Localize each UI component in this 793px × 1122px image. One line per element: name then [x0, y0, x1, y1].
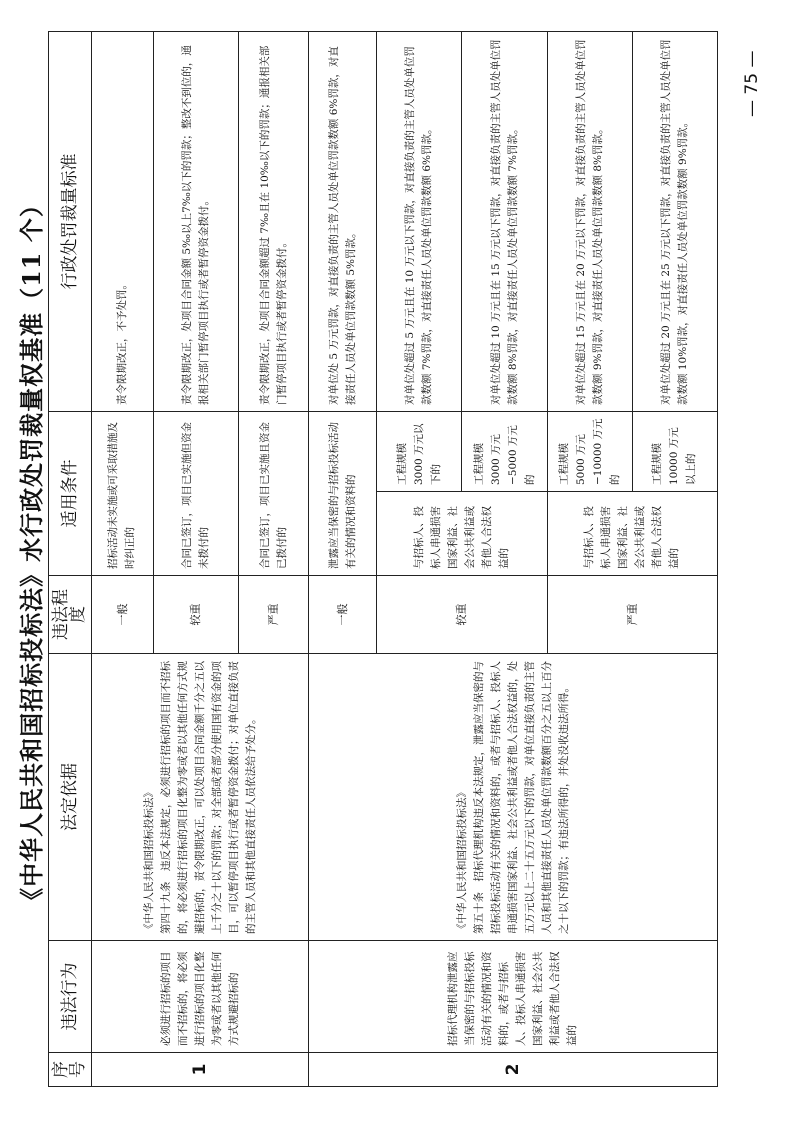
standard-cell: 对单位处 5 万元罚款，对直接负责的主管人员处单位罚款数额 6%罚款，对直接责任人员处单位罚款数额 5%罚款。	[309, 32, 377, 412]
violation-act-1: 必须进行招标的项目而不招标的，将必须进行招标的项目化整为零或者以其他任何方式规避招标的	[92, 941, 309, 1053]
table-header-row	[49, 32, 92, 1087]
standard-cell: 对单位处超过 20 万元且在 25 万元以下罚款，对直接负责的主管人员处单位罚款数额 10%罚款，对直接责任人员处单位罚款数额 9%罚款。	[632, 32, 717, 412]
collusion-condition-b: 与招标人、投标人串通损害国家利益、社会公共利益或者他人合法权益的	[377, 492, 547, 576]
page-title: 《中华人民共和国招标投标法》水行政处罚裁量权基准（11 个）	[17, 192, 46, 912]
scale-cell: 工程规模 3000 万元以下的	[377, 412, 462, 492]
violation-act-2: 招标代理机构泄露应当保密的与招标投标活动有关的情况和资料的，或者与招标人、投标人串通损害国家利益、社会公共利益或者他人合法权益的	[309, 941, 718, 1053]
standard-cell: 责令限期改正，不予处罚。	[92, 32, 154, 412]
standard-cell: 对单位处超过 10 万元且在 15 万元以下罚款，对直接负责的主管人员处单位罚款数额 8%罚款，对直接责任人员处单位罚款数额 7%罚款。	[462, 32, 547, 412]
condition-cell: 招标活动未实施或可采取措施及时纠正的	[92, 412, 154, 576]
row-seq-2: 2	[309, 1053, 718, 1087]
header-seq: 序号	[49, 1053, 92, 1087]
condition-cell: 泄露应当保密的与招标投标活动有关的情况和资料的	[309, 412, 377, 576]
standard-cell: 对单位处超过 5 万元且在 10 万元以下罚款，对直接负责的主管人员处单位罚款数额 7%罚款，对直接责任人员处单位罚款数额 6%罚款。	[377, 32, 462, 412]
scale-cell: 工程规模 3000 万元−5000 万元的	[462, 412, 547, 492]
level-cell: 一般	[92, 576, 154, 654]
standard-cell: 责令限期改正，处项目合同金额超过 7‰且在 10‰以下的罚款；通报相关部门暂停项目执行或者暂停资金拨付。	[238, 32, 308, 412]
table-row	[309, 32, 377, 1087]
header-level: 违法程度	[49, 576, 92, 654]
header-act: 违法行为	[49, 941, 92, 1053]
legal-basis-2: 《中华人民共和国招标投标法》 第五十条 招标代理机构违反本法规定，泄露应当保密的与招标投标活动有关的情况和资料的，或者与招标人、投标人串通损害国家利益、社会公共利益或者他人合法权益的，处五万元以上二十五万元以下的罚款，对单位直接负责的主管人员和其他直接责任人员处单位罚款数额百分之五以上百分之十以下的罚款；有违法所得的，并处没收违法所得。	[309, 654, 718, 941]
level-cell: 较重	[153, 576, 238, 654]
scale-cell: 工程规模 10000 万元以上的	[632, 412, 717, 492]
header-basis: 法定依据	[49, 654, 92, 941]
condition-cell: 合同已签订，项目已实施且资金已拨付的	[238, 412, 308, 576]
legal-basis-1: 《中华人民共和国招标投标法》 第四十九条 违反本法规定，必须进行招标的项目而不招标的，将必须进行招标的项目化整为零或者以其他任何方式规避招标的，责令限期改正，可以处项目合同金额千分之五以上千分之十以下的罚款；对全部或者部分使用国有资金的项目，可以暂停项目执行或者暂停资金拨付；对单位直接负责的主管人员和其他直接责任人员依法给予处分。	[92, 654, 309, 941]
standard-cell: 责令限期改正，处项目合同金额 5‰以上7‰以下的罚款；整改不到位的，通报相关部门暂停项目执行或者暂停资金拨付。	[153, 32, 238, 412]
condition-cell: 合同已签订，项目已实施但资金未拨付的	[153, 412, 238, 576]
header-condition: 适用条件	[49, 412, 92, 576]
level-cell: 一般	[309, 576, 377, 654]
level-cell: 较重	[377, 576, 547, 654]
table-row	[92, 32, 154, 1087]
header-standard: 行政处罚裁量标准	[49, 32, 92, 412]
standard-cell: 对单位处超过 15 万元且在 20 万元以下罚款，对直接负责的主管人员处单位罚款数额 9%罚款，对直接责任人员处单位罚款数额 8%罚款。	[547, 32, 632, 412]
scale-cell: 工程规模 5000 万元−10000 万元的	[547, 412, 632, 492]
level-cell: 严重	[547, 576, 717, 654]
collusion-condition-c: 与招标人、投标人串通损害国家利益、社会公共利益或者他人合法权益的	[547, 492, 717, 576]
page-number: — 75 —	[742, 50, 762, 117]
penalty-table	[48, 31, 718, 1087]
row-seq-1: 1	[92, 1053, 309, 1087]
level-cell: 严重	[238, 576, 308, 654]
